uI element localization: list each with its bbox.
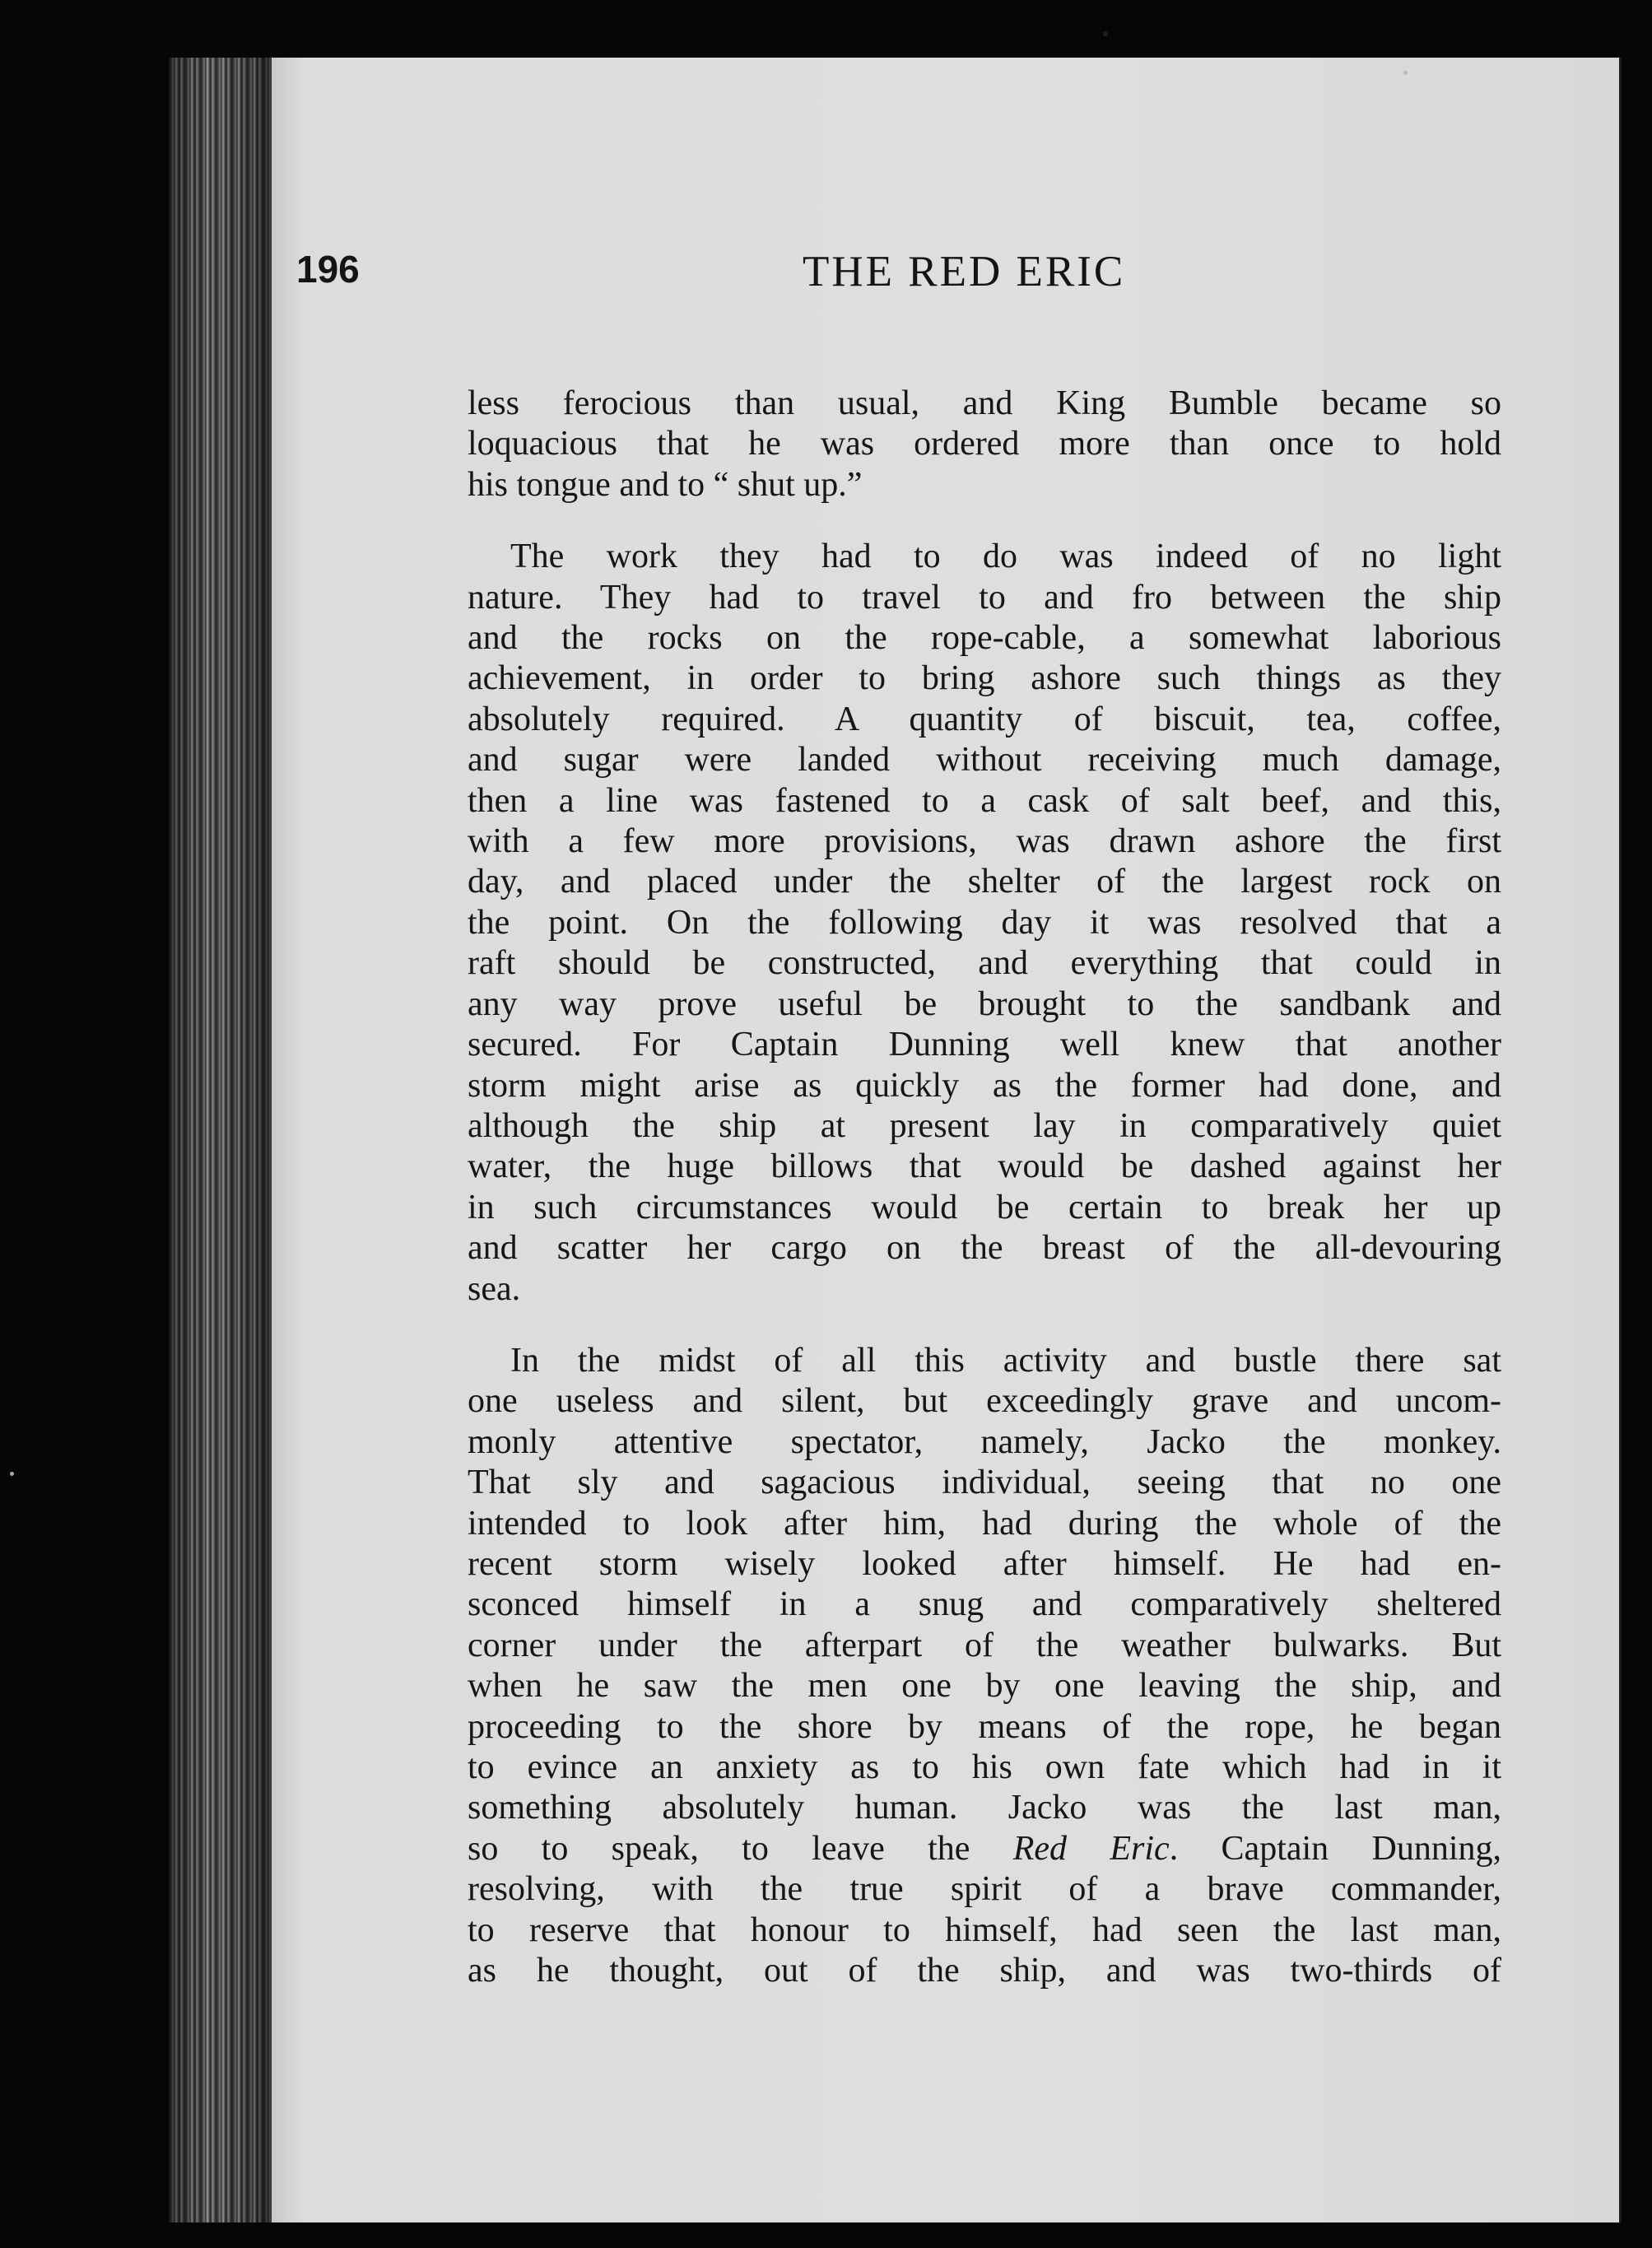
text-line: although the ship at present lay in comparatively quiet bbox=[468, 1106, 1501, 1145]
text-line: storm might arise as quickly as the former had done, and bbox=[468, 1066, 1501, 1105]
paragraph-3 bbox=[468, 1341, 1501, 1992]
text-line: with a few more provisions, was drawn ashore the first bbox=[468, 822, 1501, 861]
text-line: nature. They had to travel to and fro between the ship bbox=[468, 578, 1501, 617]
text-line: absolutely required. A quantity of biscuit, tea, coffee, bbox=[468, 700, 1501, 738]
text-line: day, and placed under the shelter of the largest rock on bbox=[468, 863, 1501, 901]
dust-speck bbox=[1403, 71, 1408, 75]
text-line: loquacious that he was ordered more than once to hold bbox=[468, 425, 1501, 463]
text-line: achievement, in order to bring ashore such things as they bbox=[468, 659, 1501, 698]
text-line: secured. For Captain Dunning well knew that another bbox=[468, 1026, 1501, 1064]
text-line: The work they had to do was indeed of no light bbox=[510, 538, 1501, 576]
text-line: so to speak, to leave the Red Eric. Captain Dunning, bbox=[468, 1829, 1502, 1868]
text-line: water, the huge billows that would be dashed against her bbox=[468, 1147, 1501, 1186]
text-line: the point. On the following day it was resolved that a bbox=[468, 903, 1501, 942]
text-line: intended to look after him, had during the whole of the bbox=[468, 1504, 1501, 1543]
running-head: THE RED ERIC bbox=[803, 248, 1126, 296]
dust-speck bbox=[1103, 31, 1108, 36]
text-line: in such circumstances would be certain to break her up bbox=[468, 1188, 1501, 1226]
text-line: monly attentive spectator, namely, Jacko the monkey. bbox=[468, 1422, 1501, 1461]
body-text bbox=[468, 384, 1501, 2022]
text-line: something absolutely human. Jacko was the last man, bbox=[468, 1789, 1501, 1827]
text-line: then a line was fastened to a cask of salt beef, and this, bbox=[468, 781, 1501, 820]
text-line: to evince an anxiety as to his own fate which had in it bbox=[468, 1748, 1501, 1786]
text-line: sconced himself in a snug and comparatively sheltered bbox=[468, 1585, 1501, 1624]
paragraph-2 bbox=[468, 537, 1501, 1310]
page-number: 196 bbox=[296, 248, 360, 291]
text-line: sea. bbox=[468, 1269, 521, 1308]
text-line: resolving, with the true spirit of a brave commander, bbox=[468, 1870, 1501, 1909]
text-line: when he saw the men one by one leaving the ship, and bbox=[468, 1667, 1501, 1706]
text-line: his tongue and to “ shut up.” bbox=[468, 465, 863, 504]
paragraph-1 bbox=[468, 384, 1501, 505]
text-line: corner under the afterpart of the weather bulwarks. But bbox=[468, 1626, 1501, 1664]
text-line: recent storm wisely looked after himself. He had en- bbox=[468, 1544, 1501, 1583]
ship-name: Red Eric bbox=[1012, 1829, 1170, 1868]
text-line: In the midst of all this activity and bustle there sat bbox=[510, 1341, 1501, 1380]
text-line: any way prove useful be brought to the sandbank and bbox=[468, 984, 1501, 1023]
text-line: one useless and silent, but exceedingly grave and uncom- bbox=[468, 1382, 1501, 1421]
text-line: raft should be constructed, and everything that could in bbox=[468, 944, 1501, 983]
text-line: to reserve that honour to himself, had seen the last man, bbox=[468, 1911, 1501, 1949]
spine-shadow bbox=[169, 58, 272, 2222]
dust-speck bbox=[10, 1472, 14, 1476]
text-line: and scatter her cargo on the breast of the all-devouring bbox=[468, 1229, 1501, 1268]
text-line: proceeding to the shore by means of the rope, he began bbox=[468, 1707, 1501, 1746]
text-line: and sugar were landed without receiving much damage, bbox=[468, 741, 1501, 780]
text-line: That sly and sagacious individual, seeing that no one bbox=[468, 1464, 1501, 1502]
text-line: as he thought, out of the ship, and was two-thirds of bbox=[468, 1952, 1501, 1990]
text-line: and the rocks on the rope-cable, a somewhat laborious bbox=[468, 619, 1501, 658]
text-line: less ferocious than usual, and King Bumble became so bbox=[468, 384, 1501, 422]
